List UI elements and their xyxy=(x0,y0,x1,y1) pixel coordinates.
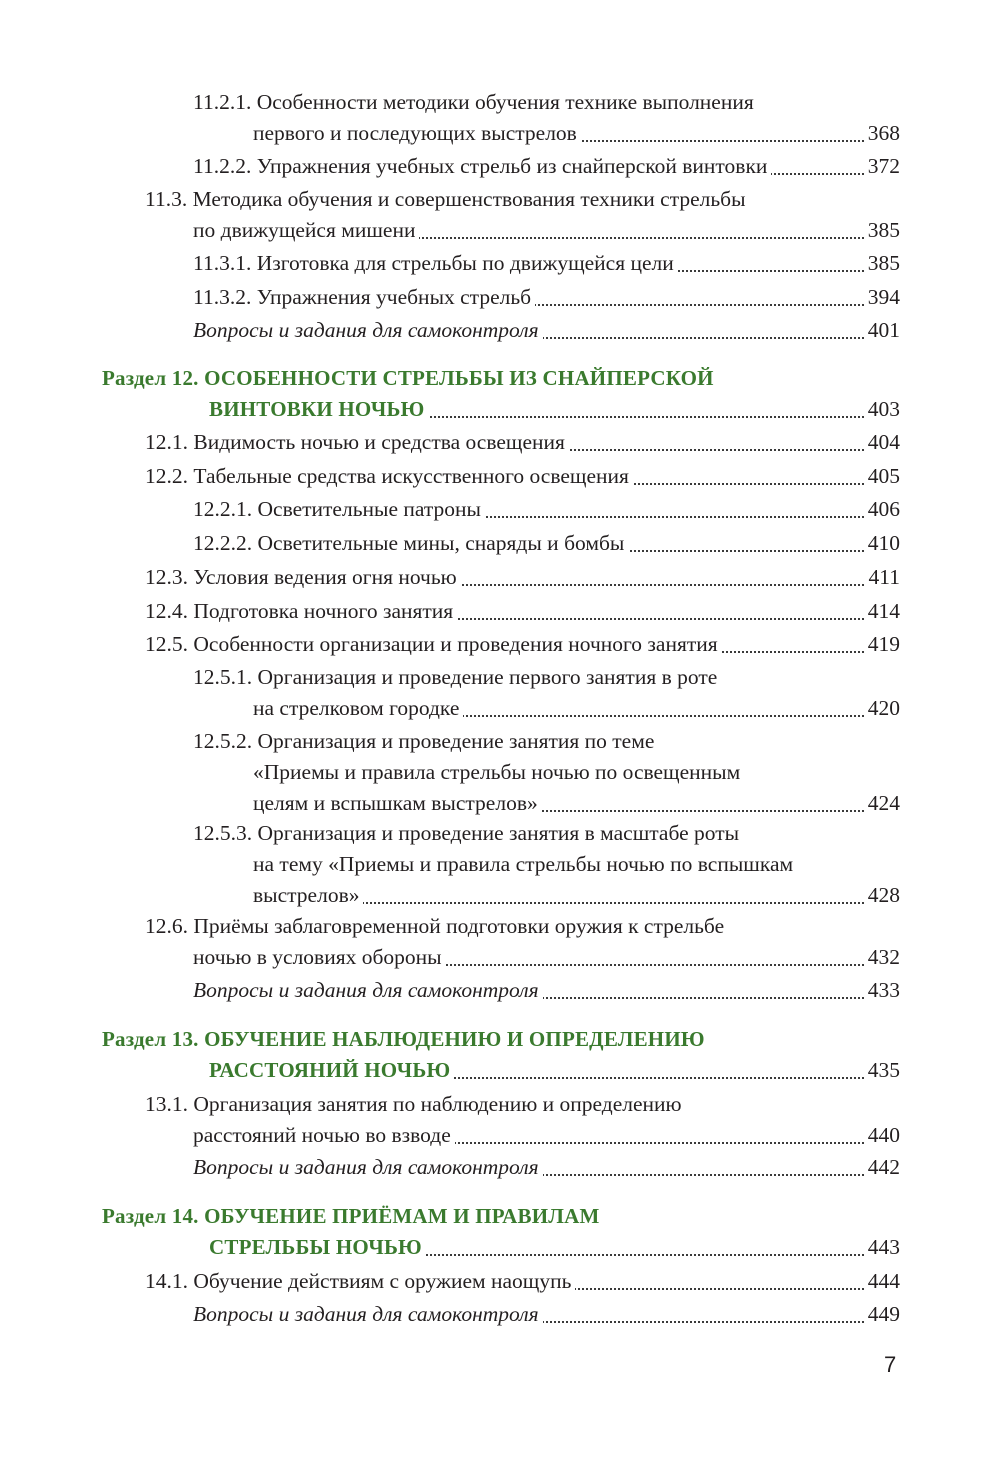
toc-section-heading xyxy=(0,362,1000,421)
toc-entry-title: 12.6. Приёмы заблаговременной подготовки оружия к стрельбе xyxy=(145,914,725,938)
toc-entry-title-cont: расстояний ночью во взводе xyxy=(193,1119,455,1152)
page-ref: 435 xyxy=(865,1054,900,1087)
toc-entry-title: 12.2.1. Осветительные патроны xyxy=(193,493,485,526)
toc-entry-title: Вопросы и задания для самоконтроля xyxy=(193,974,543,1007)
toc-entry-title-cont: по движущейся мишени xyxy=(193,214,419,247)
toc-entry xyxy=(0,910,1000,969)
page-ref: 428 xyxy=(865,879,900,912)
toc-entry-title: 12.2.2. Осветительные мины, снаряды и бомбы xyxy=(193,527,628,560)
toc-entry-title: 13.1. Организация занятия по наблюдению и определению xyxy=(145,1092,682,1116)
toc-entry xyxy=(0,281,1000,314)
toc-entry-title: 11.3. Методика обучения и совершенствования техники стрельбы xyxy=(145,187,746,211)
toc-entry xyxy=(0,183,1000,242)
toc-entry xyxy=(0,247,1000,280)
toc-entry xyxy=(0,314,1000,347)
page-ref: 401 xyxy=(865,314,900,347)
toc-entry xyxy=(0,527,1000,560)
toc-entry-title-cont: первого и последующих выстрелов xyxy=(253,117,581,150)
toc-entry-title: 12.2. Табельные средства искусственного освещения xyxy=(145,460,633,493)
toc-entry xyxy=(0,1151,1000,1184)
page-ref: 368 xyxy=(865,117,900,150)
toc-entry-title: 12.5.1. Организация и проведение первого занятия в роте xyxy=(193,665,718,689)
page-ref: 442 xyxy=(865,1151,900,1184)
toc-entry-title: 11.3.2. Упражнения учебных стрельб xyxy=(193,281,535,314)
page-ref: 404 xyxy=(865,426,900,459)
toc-entry-title-cont: на стрелковом городке xyxy=(253,692,463,725)
section-title-cont: ВИНТОВКИ НОЧЬЮ xyxy=(209,393,428,426)
section-title-cont: СТРЕЛЬБЫ НОЧЬЮ xyxy=(209,1231,426,1264)
toc-entry-title: 12.1. Видимость ночью и средства освещения xyxy=(145,426,569,459)
page-ref: 411 xyxy=(866,561,900,594)
page-ref: 394 xyxy=(865,281,900,314)
toc-entry-title: 12.5.2. Организация и проведение занятия по теме xyxy=(193,729,655,753)
section-title: Раздел 12. ОСОБЕННОСТИ СТРЕЛЬБЫ ИЗ СНАЙПЕРСКОЙ xyxy=(102,366,714,390)
page-ref: 405 xyxy=(865,460,900,493)
toc-entry-title: Вопросы и задания для самоконтроля xyxy=(193,1151,543,1184)
toc-entry xyxy=(0,150,1000,183)
toc-entry-title-cont: ночью в условиях обороны xyxy=(193,941,446,974)
page-ref: 443 xyxy=(865,1231,900,1264)
toc-entry xyxy=(0,595,1000,628)
page-ref: 432 xyxy=(865,941,900,974)
toc-entry-title: 12.3. Условия ведения огня ночью xyxy=(145,561,461,594)
toc-entry xyxy=(0,460,1000,493)
page-ref: 420 xyxy=(865,692,900,725)
page-ref: 433 xyxy=(865,974,900,1007)
toc-entry xyxy=(0,86,1000,145)
section-title: Раздел 13. ОБУЧЕНИЕ НАБЛЮДЕНИЮ И ОПРЕДЕЛЕНИЮ xyxy=(102,1027,705,1051)
section-title: Раздел 14. ОБУЧЕНИЕ ПРИЁМАМ И ПРАВИЛАМ xyxy=(102,1204,600,1228)
page-ref: 414 xyxy=(865,595,900,628)
toc-entry xyxy=(0,1088,1000,1147)
page-ref: 385 xyxy=(865,247,900,280)
toc-entry-title-cont: целям и вспышкам выстрелов» xyxy=(253,787,542,820)
page-ref: 449 xyxy=(865,1298,900,1331)
toc-entry-title: 11.2.1. Особенности методики обучения технике выполнения xyxy=(193,90,754,114)
page-ref: 385 xyxy=(865,214,900,247)
toc-entry-title: 14.1. Обучение действиям с оружием наощупь xyxy=(145,1265,575,1298)
toc-entry xyxy=(0,426,1000,459)
page-ref: 372 xyxy=(865,150,900,183)
toc-section-heading xyxy=(0,1023,1000,1082)
toc-entry-title-cont: на тему «Приемы и правила стрельбы ночью по вспышкам xyxy=(253,852,794,876)
page-ref: 424 xyxy=(865,787,900,820)
toc-entry-title-cont: «Приемы и правила стрельбы ночью по освещенным xyxy=(253,760,741,784)
toc-entry-title: 11.3.1. Изготовка для стрельбы по движущейся цели xyxy=(193,247,678,280)
page-ref: 419 xyxy=(865,628,900,661)
page-ref: 440 xyxy=(865,1119,900,1152)
toc-entry xyxy=(0,1298,1000,1331)
toc-entry-title: 12.4. Подготовка ночного занятия xyxy=(145,595,457,628)
toc-entry xyxy=(0,561,1000,594)
toc-entry xyxy=(0,661,1000,720)
toc-entry xyxy=(0,974,1000,1007)
toc-entry xyxy=(0,1265,1000,1298)
page-ref: 444 xyxy=(865,1265,900,1298)
page-ref: 410 xyxy=(865,527,900,560)
toc-entry-title: 11.2.2. Упражнения учебных стрельб из снайперской винтовки xyxy=(193,150,771,183)
page-ref: 406 xyxy=(865,493,900,526)
toc-entry xyxy=(0,493,1000,526)
toc-entry xyxy=(0,725,1000,815)
page-ref: 403 xyxy=(865,393,900,426)
toc-entry-title-cont: выстрелов» xyxy=(253,879,363,912)
toc-entry-title: Вопросы и задания для самоконтроля xyxy=(193,314,543,347)
toc-entry-title: 12.5. Особенности организации и проведения ночного занятия xyxy=(145,628,722,661)
page-number: 7 xyxy=(884,1352,897,1377)
toc-entry-title: Вопросы и задания для самоконтроля xyxy=(193,1298,543,1331)
toc-entry-title: 12.5.3. Организация и проведение занятия в масштабе роты xyxy=(193,821,740,845)
toc-section-heading xyxy=(0,1200,1000,1259)
section-title-cont: РАССТОЯНИЙ НОЧЬЮ xyxy=(209,1054,454,1087)
toc-entry xyxy=(0,817,1000,907)
toc-entry xyxy=(0,628,1000,661)
